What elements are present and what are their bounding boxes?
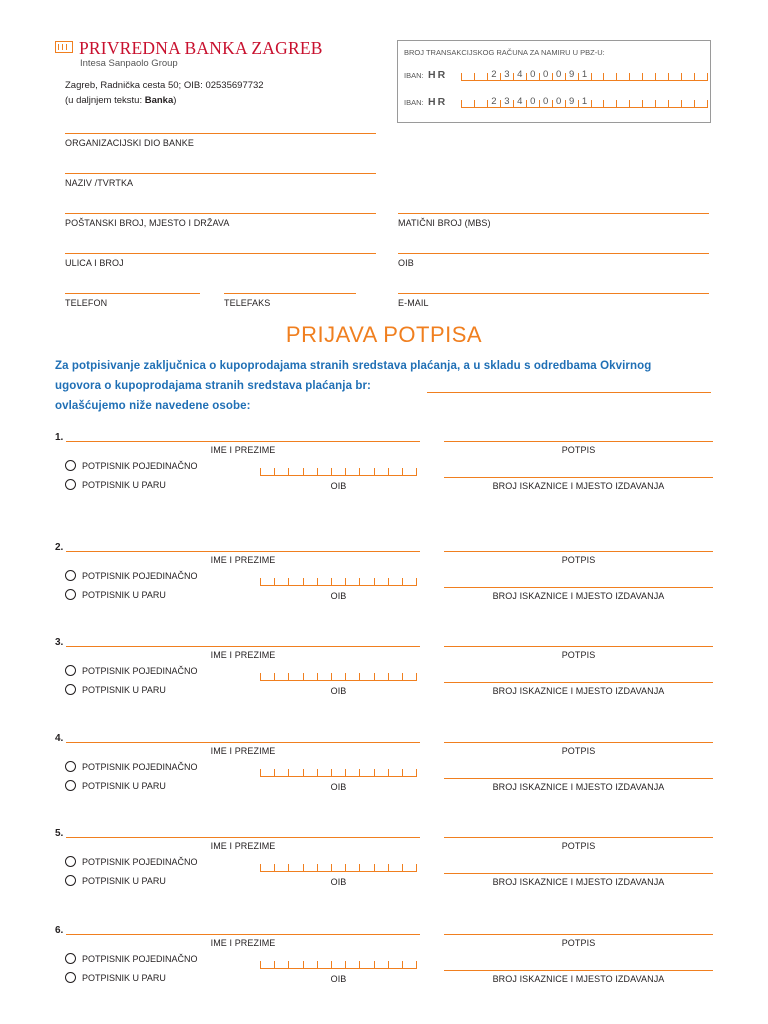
pair-signer-radio[interactable] [65, 972, 76, 983]
digit-value: 2 [491, 69, 497, 80]
digit-cell [526, 69, 539, 80]
digit-cell [359, 864, 373, 871]
name-line[interactable] [66, 646, 420, 647]
name-label: IME I PREZIME [210, 650, 276, 660]
digit-cell [487, 69, 500, 80]
single-signer-radio[interactable] [65, 570, 76, 581]
oib-digits-field[interactable] [260, 468, 417, 476]
id-card-label: BROJ ISKAZNICE I MJESTO IZDAVANJA [492, 591, 665, 601]
bank-group: Intesa Sanpaolo Group [80, 58, 178, 69]
digit-cell [402, 673, 417, 680]
digit-cell [374, 468, 388, 475]
street-line[interactable] [65, 253, 376, 254]
digit-cell [274, 864, 288, 871]
signature-line[interactable] [444, 742, 713, 743]
digit-cell [668, 100, 681, 107]
oib-label: OIB [330, 591, 347, 601]
digit-cell [260, 578, 274, 585]
digit-value: 9 [568, 69, 575, 80]
digit-cell [331, 578, 345, 585]
digit-cell [388, 864, 402, 871]
digit-cell [681, 100, 694, 107]
digit-cell [288, 468, 302, 475]
digit-cell [388, 673, 402, 680]
digit-cell [260, 864, 274, 871]
oib-label: OIB [330, 877, 347, 887]
postal-line[interactable] [65, 213, 376, 214]
digit-cell [260, 673, 274, 680]
digit-cell [565, 96, 578, 107]
name-label: IME I PREZIME [210, 746, 276, 756]
pair-signer-label: POTPISNIK U PARU [82, 685, 166, 695]
digit-cell [359, 769, 373, 776]
digit-cell [526, 96, 539, 107]
digit-value: 3 [504, 96, 510, 107]
digit-cell [359, 468, 373, 475]
digit-cell [260, 769, 274, 776]
digit-cell [603, 100, 616, 107]
name-label: IME I PREZIME [210, 841, 276, 851]
single-signer-radio[interactable] [65, 460, 76, 471]
signature-line[interactable] [444, 837, 713, 838]
digit-cell [303, 769, 317, 776]
digit-cell [616, 100, 629, 107]
digit-cell [513, 96, 526, 107]
digit-cell [345, 769, 359, 776]
name-line[interactable] [66, 934, 420, 935]
digit-cell [345, 673, 359, 680]
name-line[interactable] [66, 551, 420, 552]
digit-cell [388, 468, 402, 475]
digit-cell [331, 673, 345, 680]
mbs-label: MATIČNI BROJ (MBS) [398, 218, 491, 228]
digit-cell [565, 69, 578, 80]
digit-cell [402, 961, 417, 968]
signatory-number: 4. [55, 733, 64, 744]
digit-cell [591, 100, 604, 107]
digit-cell [317, 468, 331, 475]
pair-signer-radio[interactable] [65, 479, 76, 490]
digit-cell [317, 578, 331, 585]
oib-line[interactable] [398, 253, 709, 254]
digit-cell [303, 864, 317, 871]
digit-cell [345, 468, 359, 475]
digit-cell [303, 578, 317, 585]
signature-label: POTPIS [561, 841, 596, 851]
signature-label: POTPIS [561, 445, 596, 455]
company-label: NAZIV /TVRTKA [65, 178, 134, 188]
digit-cell [374, 769, 388, 776]
digit-cell [388, 578, 402, 585]
signature-line[interactable] [444, 551, 713, 552]
intro-line-1: Za potpisivanje zaključnica o kupoprodajama stranih sredstava plaćanja, a u skladu s odredbama Okvirnog [55, 360, 652, 372]
digit-cell [274, 769, 288, 776]
digit-cell [260, 468, 274, 475]
fax-label: TELEFAKS [224, 298, 271, 308]
signatory-number: 5. [55, 828, 64, 839]
single-signer-label: POTPISNIK POJEDINAČNO [82, 857, 198, 867]
digit-cell [303, 673, 317, 680]
digit-cell [402, 769, 417, 776]
intro-line-3: ovlašćujemo niže navedene osobe: [55, 400, 251, 412]
digit-cell [359, 961, 373, 968]
name-line[interactable] [66, 837, 420, 838]
digit-cell [539, 96, 552, 107]
digit-cell [402, 864, 417, 871]
form-title: PRIJAVA POTPISA [285, 322, 483, 347]
digit-value: 4 [517, 69, 523, 80]
digit-cell [260, 961, 274, 968]
digit-value: 0 [543, 96, 549, 107]
digit-cell [513, 69, 526, 80]
signature-label: POTPIS [561, 746, 596, 756]
digit-cell [500, 69, 513, 80]
fax-line[interactable] [224, 293, 356, 294]
signature-label: POTPIS [561, 555, 596, 565]
digit-cell [552, 96, 565, 107]
digit-cell [500, 96, 513, 107]
digit-cell [274, 961, 288, 968]
name-line[interactable] [66, 441, 420, 442]
single-signer-label: POTPISNIK POJEDINAČNO [82, 666, 198, 676]
oib-label: OIB [330, 974, 347, 984]
pair-signer-radio[interactable] [65, 684, 76, 695]
digit-value: 0 [530, 96, 536, 107]
oib-label: OIB [398, 258, 414, 268]
id-card-line[interactable] [444, 970, 713, 971]
digit-cell [655, 100, 668, 107]
single-signer-radio[interactable] [65, 665, 76, 676]
digit-cell [359, 673, 373, 680]
single-signer-label: POTPISNIK POJEDINAČNO [82, 762, 198, 772]
digit-cell [388, 769, 402, 776]
name-label: IME I PREZIME [210, 555, 276, 565]
digit-cell [668, 73, 681, 80]
iban-box-title: BROJ TRANSAKCIJSKOG RAČUNA ZA NAMIRU U PBZ-U: [404, 48, 605, 57]
digit-cell [578, 69, 591, 80]
phone-label: TELEFON [65, 298, 108, 308]
digit-cell [303, 961, 317, 968]
digit-cell [359, 578, 373, 585]
digit-cell [603, 73, 616, 80]
signatory-number: 1. [55, 432, 64, 443]
signature-label: POTPIS [561, 650, 596, 660]
signature-line[interactable] [444, 441, 713, 442]
pair-signer-label: POTPISNIK U PARU [82, 781, 166, 791]
digit-cell [374, 578, 388, 585]
digit-value: 4 [517, 96, 523, 107]
digit-cell [288, 673, 302, 680]
digit-cell [317, 864, 331, 871]
digit-cell [487, 96, 500, 107]
digit-cell [374, 673, 388, 680]
digit-cell [288, 864, 302, 871]
digit-value: 0 [543, 69, 549, 80]
digit-cell [474, 73, 487, 80]
digit-value: 1 [581, 69, 588, 80]
intro-line-2: ugovora o kupoprodajama stranih sredstava plaćanja br: [55, 380, 371, 392]
pair-signer-label: POTPISNIK U PARU [82, 590, 166, 600]
company-line[interactable] [65, 173, 376, 174]
digit-value: 0 [530, 69, 536, 80]
oib-label: OIB [330, 686, 347, 696]
email-line[interactable] [398, 293, 709, 294]
single-signer-radio[interactable] [65, 953, 76, 964]
bank-alias-note: (u daljnjem tekstu: Banka) [65, 95, 177, 106]
mbs-line[interactable] [398, 213, 709, 214]
id-card-line[interactable] [444, 873, 713, 874]
digit-cell [402, 468, 417, 475]
postal-label: POŠTANSKI BROJ, MJESTO I DRŽAVA [65, 218, 230, 228]
digit-cell [345, 578, 359, 585]
signature-label: POTPIS [561, 938, 596, 948]
email-label: E-MAIL [398, 298, 429, 308]
digit-cell [655, 73, 668, 80]
digit-cell [317, 961, 331, 968]
org-unit-line[interactable] [65, 133, 376, 134]
iban-digits-field[interactable] [461, 96, 708, 108]
digit-cell [345, 864, 359, 871]
digit-value: 0 [556, 69, 562, 80]
digit-value: 2 [491, 96, 497, 107]
digit-cell [288, 769, 302, 776]
digit-cell [374, 961, 388, 968]
digit-cell [288, 578, 302, 585]
digit-cell [681, 73, 694, 80]
signature-line[interactable] [444, 934, 713, 935]
digit-cell [303, 468, 317, 475]
id-card-line[interactable] [444, 477, 713, 478]
oib-label: OIB [330, 782, 347, 792]
id-card-label: BROJ ISKAZNICE I MJESTO IZDAVANJA [492, 481, 665, 491]
digit-cell [274, 578, 288, 585]
digit-cell [552, 69, 565, 80]
iban-country: HR [428, 96, 448, 108]
pair-signer-radio[interactable] [65, 780, 76, 791]
digit-value: 0 [556, 96, 562, 107]
oib-digits-field[interactable] [260, 578, 417, 586]
oib-label: OIB [330, 481, 347, 491]
digit-cell [331, 769, 345, 776]
bank-logo-icon [55, 41, 73, 53]
digit-cell [317, 673, 331, 680]
pair-signer-radio[interactable] [65, 589, 76, 600]
signature-line[interactable] [444, 646, 713, 647]
oib-digits-field[interactable] [260, 769, 417, 777]
bank-name: PRIVREDNA BANKA ZAGREB [79, 38, 323, 58]
id-card-line[interactable] [444, 682, 713, 683]
iban-label: IBAN: [404, 71, 424, 80]
single-signer-label: POTPISNIK POJEDINAČNO [82, 461, 198, 471]
pair-signer-label: POTPISNIK U PARU [82, 973, 166, 983]
contract-number-line[interactable] [427, 392, 711, 393]
id-card-label: BROJ ISKAZNICE I MJESTO IZDAVANJA [492, 877, 665, 887]
signatory-number: 6. [55, 925, 64, 936]
org-unit-label: ORGANIZACIJSKI DIO BANKE [65, 138, 194, 148]
digit-cell [591, 73, 604, 80]
digit-cell [388, 961, 402, 968]
signatory-number: 2. [55, 542, 64, 553]
digit-cell [616, 73, 629, 80]
signatory-number: 3. [55, 637, 64, 648]
digit-cell [274, 673, 288, 680]
digit-cell [578, 96, 591, 107]
digit-cell [288, 961, 302, 968]
id-card-line[interactable] [444, 587, 713, 588]
single-signer-label: POTPISNIK POJEDINAČNO [82, 954, 198, 964]
phone-line[interactable] [65, 293, 200, 294]
digit-cell [474, 100, 487, 107]
oib-digits-field[interactable] [260, 864, 417, 872]
bank-address: Zagreb, Radnička cesta 50; OIB: 02535697732 [65, 80, 264, 91]
name-label: IME I PREZIME [210, 938, 276, 948]
single-signer-radio[interactable] [65, 856, 76, 867]
digit-value: 9 [568, 96, 575, 107]
oib-digits-field[interactable] [260, 961, 417, 969]
digit-cell [694, 73, 708, 80]
digit-cell [331, 468, 345, 475]
digit-cell [642, 73, 655, 80]
digit-cell [629, 100, 642, 107]
digit-cell [317, 769, 331, 776]
digit-cell [642, 100, 655, 107]
street-label: ULICA I BROJ [65, 258, 124, 268]
digit-cell [694, 100, 708, 107]
digit-cell [461, 100, 474, 107]
name-label: IME I PREZIME [210, 445, 276, 455]
iban-label: IBAN: [404, 98, 424, 107]
digit-cell [629, 73, 642, 80]
digit-value: 1 [581, 96, 588, 107]
id-card-label: BROJ ISKAZNICE I MJESTO IZDAVANJA [492, 782, 665, 792]
digit-cell [331, 961, 345, 968]
id-card-line[interactable] [444, 778, 713, 779]
id-card-label: BROJ ISKAZNICE I MJESTO IZDAVANJA [492, 686, 665, 696]
iban-digits-field[interactable] [461, 69, 708, 81]
digit-cell [539, 69, 552, 80]
name-line[interactable] [66, 742, 420, 743]
digit-cell [274, 468, 288, 475]
pair-signer-label: POTPISNIK U PARU [82, 876, 166, 886]
pair-signer-label: POTPISNIK U PARU [82, 480, 166, 490]
oib-digits-field[interactable] [260, 673, 417, 681]
digit-cell [461, 73, 474, 80]
digit-value: 3 [504, 69, 510, 80]
digit-cell [331, 864, 345, 871]
digit-cell [374, 864, 388, 871]
single-signer-radio[interactable] [65, 761, 76, 772]
digit-cell [345, 961, 359, 968]
iban-box [397, 40, 711, 123]
digit-cell [402, 578, 417, 585]
id-card-label: BROJ ISKAZNICE I MJESTO IZDAVANJA [492, 974, 665, 984]
iban-country: HR [428, 69, 448, 81]
single-signer-label: POTPISNIK POJEDINAČNO [82, 571, 198, 581]
pair-signer-radio[interactable] [65, 875, 76, 886]
